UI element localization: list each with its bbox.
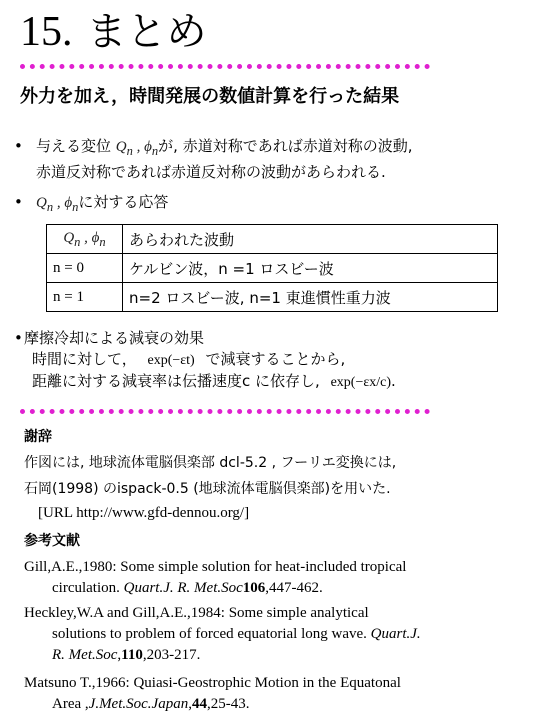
bullet1-post: が, 赤道対称であれば赤道対称の波動, — [158, 137, 413, 155]
bullet-dot: • — [14, 193, 23, 211]
dotted-divider-top — [20, 64, 430, 69]
slide-title — [20, 4, 207, 64]
reference-item: Gill,A.E.,1980: Some simple solution for heat-included tropical circulation. Quart.J. R. Met.Soc106,447-462. — [24, 559, 407, 596]
bullet-damping — [14, 328, 396, 393]
bullet1-symbol-q: $Q_n$ , $\phi_n$ — [115, 139, 159, 158]
acknowledgement-line1: 作図には, 地球流体電脳倶楽部 dcl-5.2 , フーリエ変換には, — [24, 455, 397, 471]
table-cell-wave: n=2 ロスビー波, n=1 東進慣性重力波 — [123, 283, 498, 312]
table-header-wave: あらわれた波動 — [123, 225, 498, 254]
table-header-symbol: $Q_n$ , $\phi_n$ — [47, 225, 123, 254]
bullet3-expr-distance: exp(−εx/c) — [330, 375, 391, 390]
bullet-displacement — [14, 136, 412, 183]
table-cell-n: n = 1 — [47, 283, 123, 312]
bullet1-line2: 赤道反対称であれば赤道反対称の波動があらわれる. — [36, 163, 386, 181]
response-table — [46, 224, 498, 312]
bullet3-line1: 摩擦冷却による減衰の効果 — [24, 329, 205, 347]
references-heading: 参考文献 — [24, 533, 80, 549]
bullet-dot: • — [14, 329, 23, 347]
bullet2-post: に対する応答 — [78, 193, 169, 211]
bullet3-line2-post: で減衰することから, — [205, 350, 346, 368]
reference-item: Heckley,W.A and Gill,A.E.,1984: Some simple analytical solutions to problem of forced equatorial long wave. Quart.J. R. Met.Soc,110,203-217. — [24, 605, 421, 663]
table-cell-n: n = 0 — [47, 254, 123, 283]
bullet3-line2-pre: 時間に対して， — [32, 350, 137, 368]
bullet3-line3-pre: 距離に対する減衰率は伝播速度c に依存し, — [32, 372, 320, 390]
bullet-response — [14, 192, 168, 218]
dotted-divider-bottom — [20, 409, 430, 414]
table-row — [47, 283, 498, 312]
table-cell-wave: ケルビン波，n =1 ロスビー波 — [123, 254, 498, 283]
title-text: まとめ — [86, 9, 207, 55]
table-header-row — [47, 225, 498, 254]
title-number: 15. — [20, 9, 73, 55]
bullet3-period: . — [391, 372, 396, 390]
acknowledgement-line2: 石岡(1998) のispack-0.5 (地球流体電脳倶楽部)を用いた. — [24, 481, 391, 497]
bullet2-symbol: $Q_n$ , $\phi_n$ — [36, 195, 79, 214]
url-link[interactable]: [URL http://www.gfd-dennou.org/] — [38, 505, 250, 521]
table-row — [47, 254, 498, 283]
reference-item: Matsuno T.,1966: Quiasi-Geostrophic Motion in the Equatonal Area ,J.Met.Soc.Japan,44,25-43. — [24, 675, 401, 712]
bullet1-pre: 与える変位 — [36, 137, 112, 155]
acknowledgement-heading: 謝辞 — [24, 429, 52, 445]
bullet-dot: • — [14, 137, 23, 155]
bullet3-expr-time: exp(−εt) — [147, 353, 195, 368]
subtitle: 外力を加え，時間発展の数値計算を行った結果 — [20, 86, 400, 107]
